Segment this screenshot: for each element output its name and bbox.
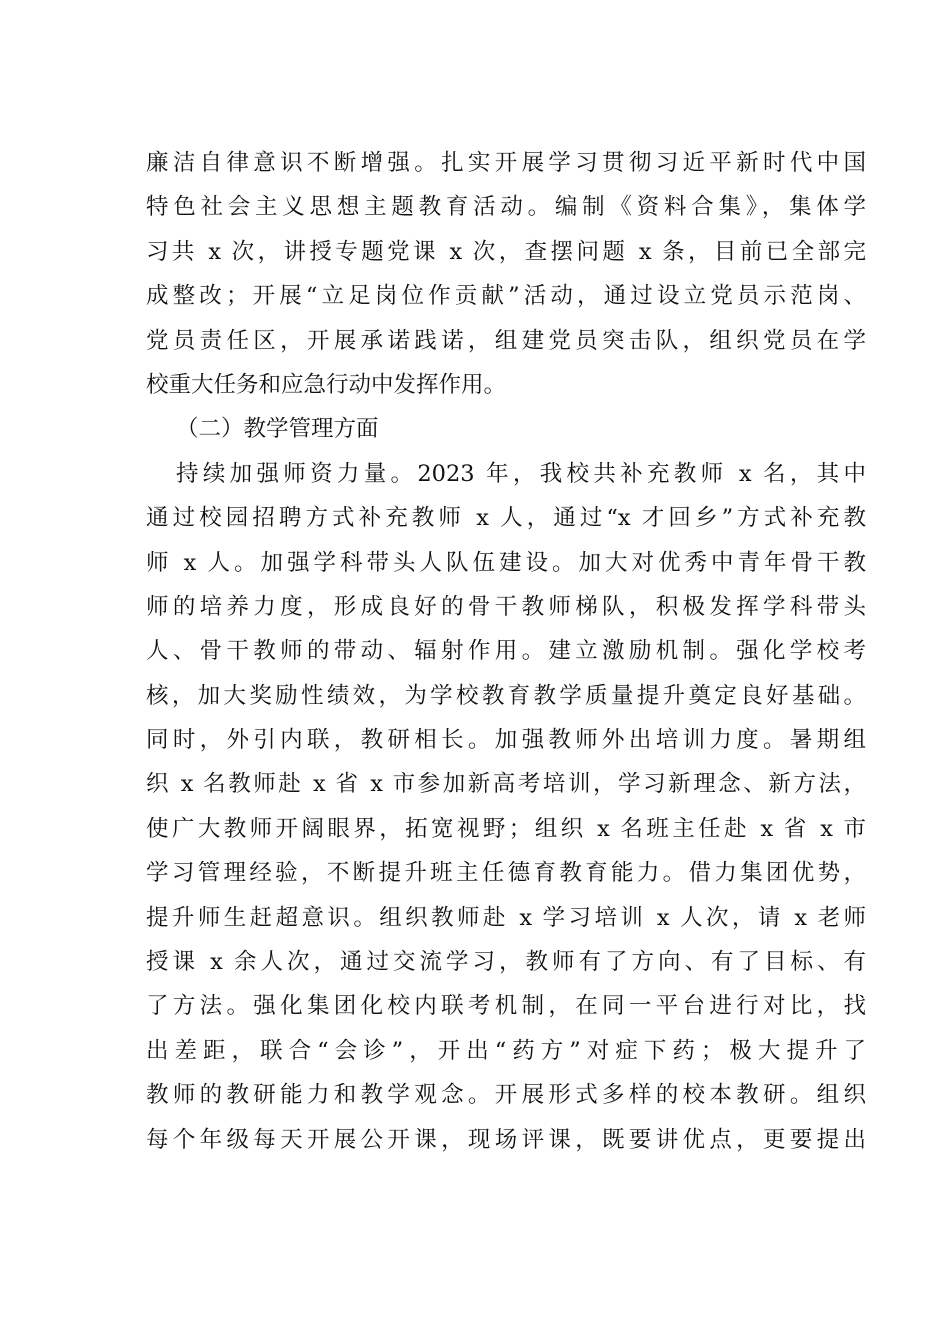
text-line: 使广大教师开阔眼界，拓宽视野；组织 x 名班主任赴 x 省 x 市: [146, 815, 866, 842]
text-line: 党员责任区，开展承诺践诺，组建党员突击队，组织党员在学: [146, 327, 866, 354]
text-line: 师的培养力度，形成良好的骨干教师梯队，积极发挥学科带头: [146, 593, 866, 620]
text-line: 核，加大奖励性绩效，为学校教育教学质量提升奠定良好基础。: [146, 682, 866, 709]
text-line: 成整改；开展“立足岗位作贡献”活动，通过设立党员示范岗、: [146, 283, 866, 310]
text-line: 提升师生赶超意识。组织教师赴 x 学习培训 x 人次，请 x 老师: [146, 904, 866, 931]
text-line: 了方法。强化集团化校内联考机制，在同一平台进行对比，找: [146, 993, 866, 1020]
document-body: [146, 141, 866, 1162]
text-line: 特色社会主义思想主题教育活动。编制《资料合集》，集体学: [146, 194, 866, 221]
text-line: 每个年级每天开展公开课，现场评课，既要讲优点，更要提出: [146, 1126, 866, 1153]
text-line: 同时，外引内联，教研相长。加强教师外出培训力度。暑期组: [146, 727, 866, 754]
text-line: 持续加强师资力量。2023 年，我校共补充教师 x 名，其中: [176, 460, 866, 487]
text-line: 学习管理经验，不断提升班主任德育教育能力。借力集团优势，: [146, 860, 866, 887]
text-line: 廉洁自律意识不断增强。扎实开展学习贯彻习近平新时代中国: [146, 150, 866, 176]
section-heading: （二）教学管理方面: [176, 416, 379, 443]
text-line: 习共 x 次，讲授专题党课 x 次，查摆问题 x 条，目前已全部完: [146, 238, 866, 265]
text-line: 织 x 名教师赴 x 省 x 市参加新高考培训，学习新理念、新方法，: [146, 771, 866, 798]
text-line: 校重大任务和应急行动中发挥作用。: [146, 371, 507, 398]
text-line: 通过校园招聘方式补充教师 x 人，通过“x 才回乡”方式补充教: [146, 505, 866, 532]
text-line: 教师的教研能力和教学观念。开展形式多样的校本教研。组织: [146, 1082, 866, 1109]
text-line: 人、骨干教师的带动、辐射作用。建立激励机制。强化学校考: [146, 638, 866, 665]
text-line: 授课 x 余人次，通过交流学习，教师有了方向、有了目标、有: [146, 949, 866, 976]
text-line: 出差距，联合“会诊”，开出“药方”对症下药；极大提升了: [146, 1037, 866, 1064]
text-line: 师 x 人。加强学科带头人队伍建设。加大对优秀中青年骨干教: [146, 549, 866, 576]
